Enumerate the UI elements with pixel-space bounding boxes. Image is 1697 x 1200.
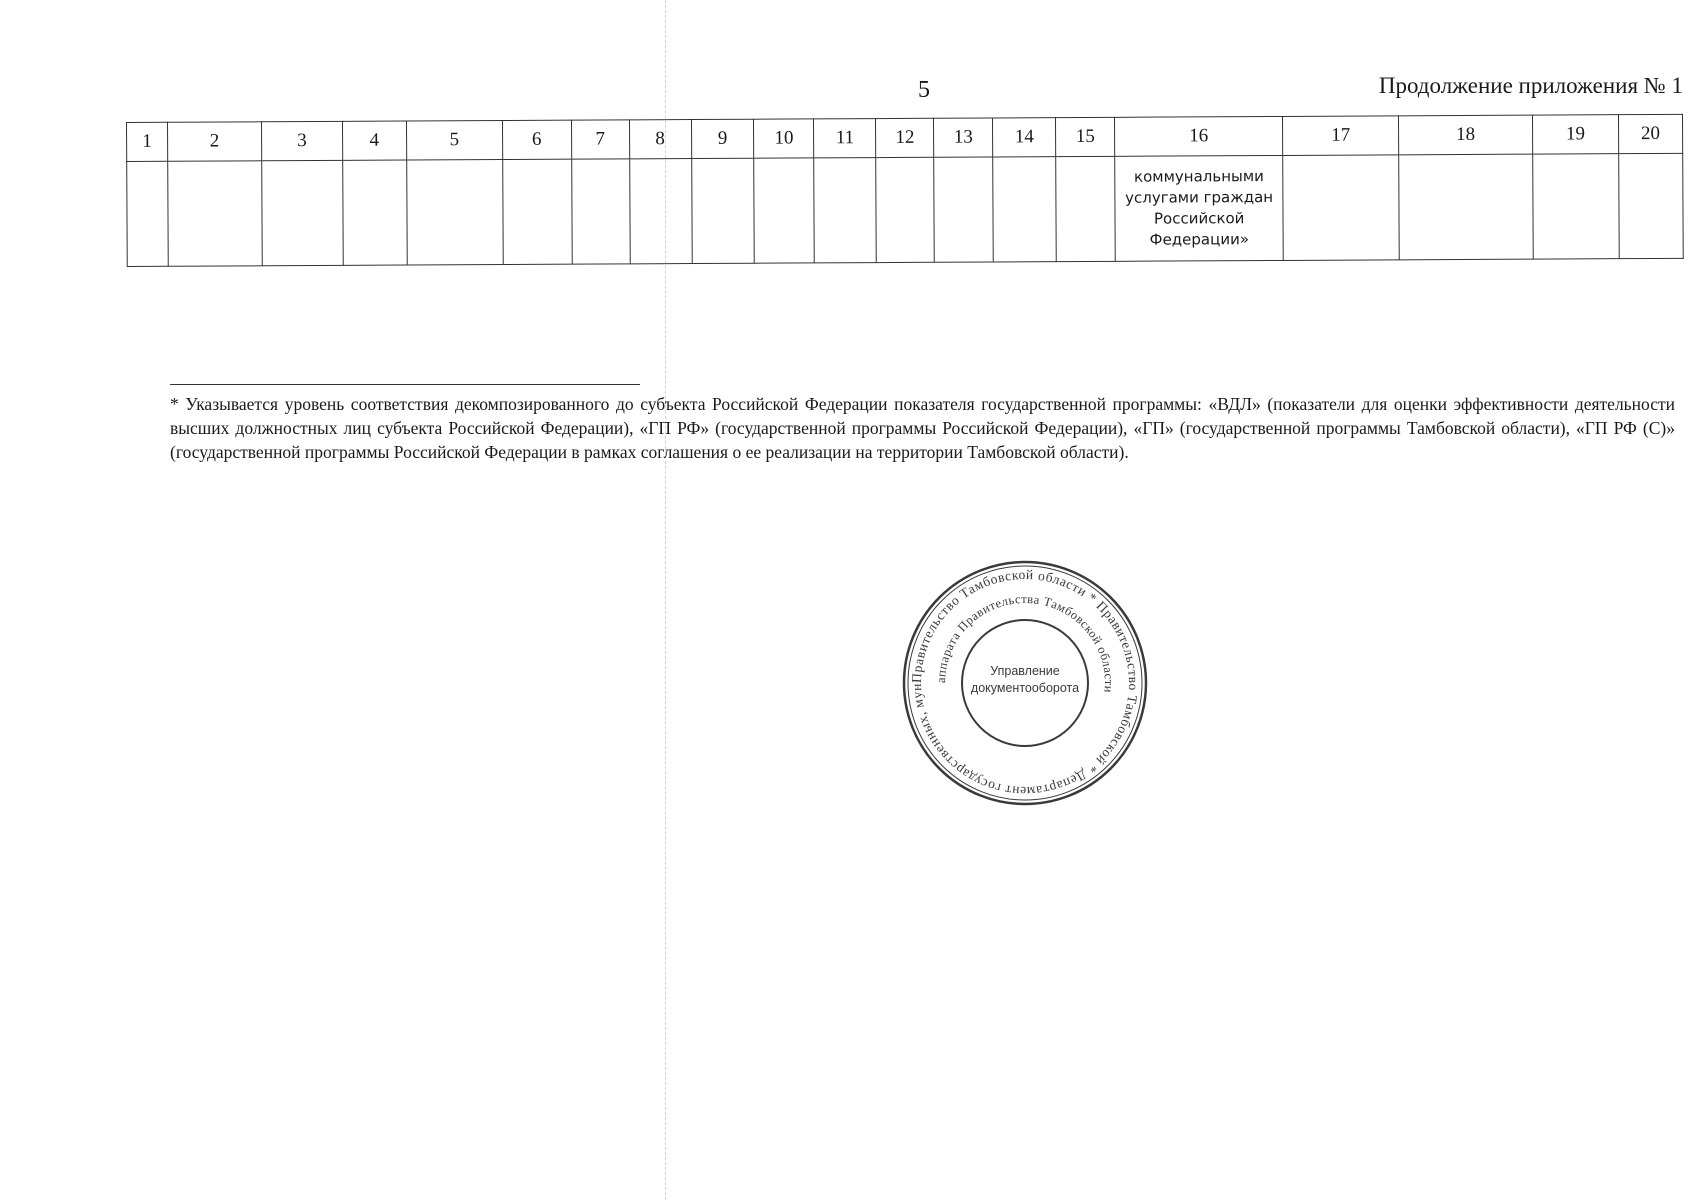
table-cell [934,157,994,262]
table-cell-col16: коммунальными услугами граждан Российской Федерации» [1115,155,1284,261]
column-header: 15 [1056,117,1115,156]
column-header: 6 [502,120,571,159]
official-seal [900,558,1150,808]
seal-inner-text: аппарата Правительства Тамбовской области [933,591,1117,694]
table-cell [691,158,755,263]
seal-outer-text: Правительство Тамбовской области * Правительство Тамбовской * Департамент государственных, мун [908,566,1142,800]
page-number: 5 [918,77,930,103]
table-cell [814,158,877,263]
column-header: 20 [1618,114,1682,153]
column-header: 13 [934,118,993,157]
table-cell [1619,153,1684,258]
column-header: 19 [1532,115,1618,154]
indicator-table [126,114,1684,267]
table-cell [571,159,630,264]
table-cell [343,160,407,265]
seal-center-line1: Управление [990,664,1060,678]
table-cell [876,157,935,262]
column-header: 4 [342,121,406,160]
column-header: 14 [993,118,1056,157]
column-header: 18 [1399,115,1533,155]
footnote-text: * Указывается уровень соответствия декомпозированного до субъекта Российской Федерации показателя государственной программы: «ВДЛ» (показатели для оценки эффективности деятельности высших должностных лиц субъекта Российской Федерации), «ГП РФ» (государственной программы Российской Федерации), «ГП» (государственной программы Тамбовской области), «ГП РФ (С)» (государственной программы Российской Федерации в рамках соглашения о ее реализации на территории Тамбовской области). [170,394,1675,462]
seal-center-line2: документооборота [970,681,1080,695]
column-header: 1 [127,122,168,161]
column-header: 3 [261,121,342,160]
table-cell [1533,154,1619,259]
table-cell [168,161,262,266]
table-cell [502,159,571,264]
table-cell [1056,156,1116,261]
table-cell [406,160,502,266]
appendix-continuation-label: Продолжение приложения № 1 [1378,73,1683,98]
table-cell [993,157,1057,262]
column-header: 7 [571,120,629,159]
column-header: 16 [1115,116,1283,156]
column-header: 8 [629,120,691,159]
column-header: 11 [814,119,876,158]
table-cell [262,160,343,265]
column-header: 5 [406,121,502,161]
footnote-divider [170,384,640,385]
column-header: 10 [754,119,814,158]
table-cell [629,159,692,264]
table-row [127,153,1684,266]
column-header: 9 [691,119,754,158]
table-cell [1283,155,1399,261]
table-cell [127,161,169,266]
column-header: 2 [167,122,261,161]
seal-graphic [900,558,1150,808]
column-header: 17 [1283,116,1399,156]
table-cell [754,158,815,263]
column-header: 12 [876,118,934,157]
table-cell [1399,154,1533,260]
